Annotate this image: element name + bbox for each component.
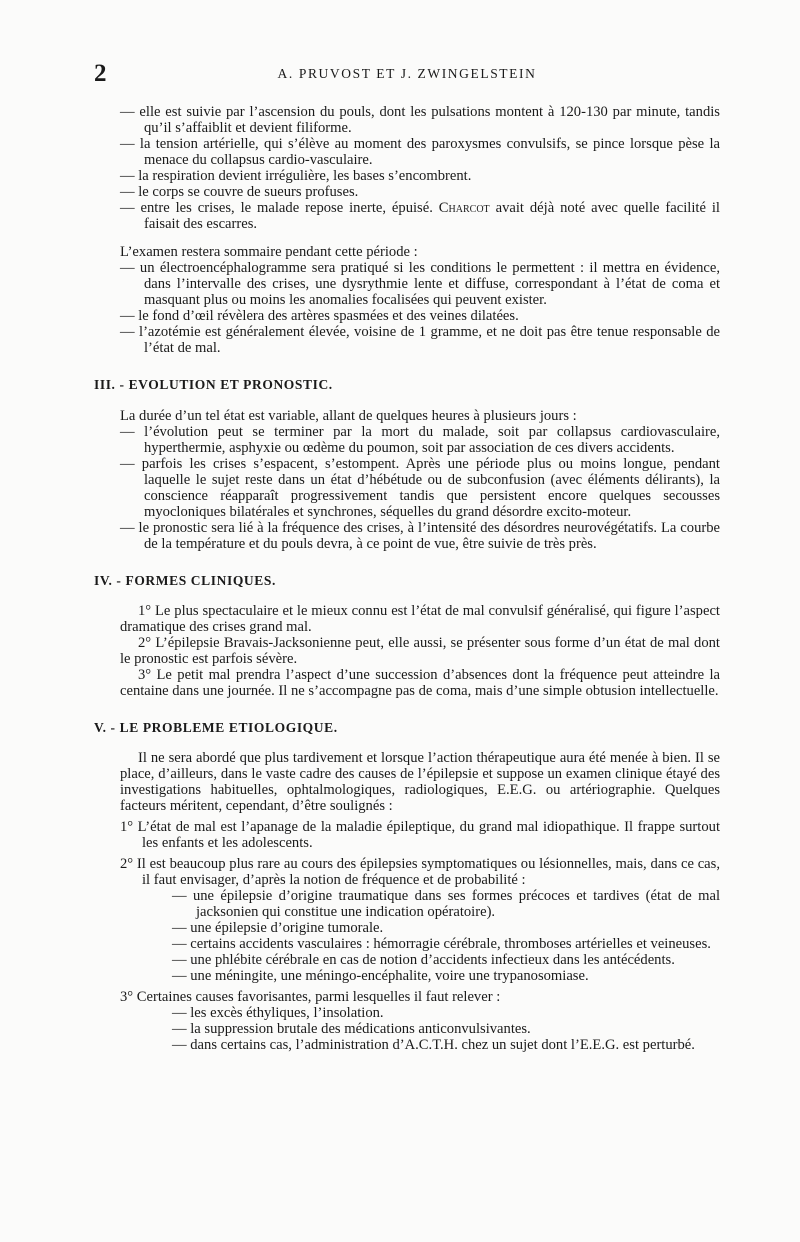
list-item: — le pronostic sera lié à la fréquence des crises, à l’intensité des désordres neurovégétatifs. La courbe de la température et du pouls devra, à ce point de vue, être suivie de très près. [120, 520, 720, 552]
list-item: — dans certains cas, l’administration d’A.C.T.H. chez un sujet dont l’E.E.G. est perturbé. [172, 1037, 695, 1053]
list-item: — l’azotémie est généralement élevée, voisine de 1 gramme, et ne doit pas être tenue responsable de l’état de mal. [120, 324, 720, 356]
page-number: 2 [94, 60, 107, 87]
numbered-paragraph: 1° Le plus spectaculaire et le mieux connu est l’état de mal convulsif généralisé, qui figure l’aspect dramatique des crises grand mal. [120, 603, 720, 635]
list-item: — parfois les crises s’espacent, s’estompent. Après une période plus ou moins longue, pendant laquelle le sujet reste dans un état d’hébétude ou de subconfusion (avec éléments délirants), la conscience réapparaît progressivement tandis que persistent encore quelques secousses myocloniques bilatérales et synchrones, séquelles du grand désordre excito-moteur. [120, 456, 720, 520]
section-heading: IV. - FORMES CLINIQUES. [94, 573, 276, 588]
list-item: — la tension artérielle, qui s’élève au moment des paroxysmes convulsifs, se pince lorsque pèse la menace du collapsus cardio-vasculaire. [120, 136, 720, 168]
list-item: — entre les crises, le malade repose inerte, épuisé. Charcot avait déjà noté avec quelle facilité il faisait des escarres. [120, 200, 720, 232]
section-heading: III. - EVOLUTION ET PRONOSTIC. [94, 377, 333, 392]
list-item: — une phlébite cérébrale en cas de notion d’accidents infectieux dans les antécédents. [172, 952, 675, 968]
numbered-paragraph: 3° Le petit mal prendra l’aspect d’une succession d’absences dont la fréquence peut atteindre la centaine dans une journée. Il ne s’accompagne pas de coma, mais d’une simple obtusion intellectuelle. [120, 667, 720, 699]
list-item: — le corps se couvre de sueurs profuses. [120, 184, 359, 200]
list-item: — le fond d’œil révèlera des artères spasmées et des veines dilatées. [120, 308, 519, 324]
list-item: — elle est suivie par l’ascension du pouls, dont les pulsations montent à 120-130 par minute, tandis qu’il s’affaiblit et devient filiforme. [120, 104, 720, 136]
list-item: — un électroencéphalogramme sera pratiqué si les conditions le permettent : il mettra en évidence, dans l’intervalle des crises, une dysrythmie lente et diffuse, correspondant à l’état de coma et masquant plus ou moins les anomalies focalisées qui peuvent exister. [120, 260, 720, 308]
numbered-point: 2° Il est beaucoup plus rare au cours des épilepsies symptomatiques ou lésionnelles, mais, dans ce cas, il faut envisager, d’après la notion de fréquence et de probabilité : [120, 856, 720, 888]
list-item: — une épilepsie d’origine tumorale. [172, 920, 384, 936]
list-item: — une épilepsie d’origine traumatique dans ses formes précoces et tardives (état de mal jacksonien qui constitue une indication opératoire). [172, 888, 720, 920]
list-item: — l’évolution peut se terminer par la mort du malade, soit par collapsus cardiovasculaire, hyperthermie, asphyxie ou œdème du poumon, soit par association de ces divers accidents. [120, 424, 720, 456]
exam-intro: L’examen restera sommaire pendant cette période : [120, 244, 418, 260]
list-item: — une méningite, une méningo-encéphalite, voire une trypanosomiase. [172, 968, 589, 984]
page-header [94, 60, 720, 88]
list-item: — les excès éthyliques, l’insolation. [172, 1005, 384, 1021]
section-intro: La durée d’un tel état est variable, allant de quelques heures à plusieurs jours : [120, 408, 577, 424]
section-intro: Il ne sera abordé que plus tardivement et lorsque l’action thérapeutique aura été menée à bien. Il se place, d’ailleurs, dans le vaste cadre des causes de l’épilepsie et suppose un examen clinique étayé des investigations habituelles, ophtalmologiques, radiologiques, E.E.G. ou artériographie. Quelques facteurs méritent, cependant, d’être soulignés : [120, 750, 720, 814]
numbered-point: 3° Certaines causes favorisantes, parmi lesquelles il faut relever : [120, 989, 501, 1005]
list-item: — certains accidents vasculaires : hémorragie cérébrale, thromboses artérielles et veineuses. [172, 936, 711, 952]
list-item: — la respiration devient irrégulière, les bases s’encombrent. [120, 168, 472, 184]
page-body [94, 104, 720, 1053]
list-item: — la suppression brutale des médications anticonvulsivantes. [172, 1021, 531, 1037]
author-name: Charcot [438, 200, 490, 216]
numbered-paragraph: 2° L’épilepsie Bravais-Jacksonienne peut, elle aussi, se présenter sous forme d’un état de mal dont le pronostic est parfois sévère. [120, 635, 720, 667]
section-heading: V. - LE PROBLEME ETIOLOGIQUE. [94, 720, 338, 735]
numbered-point: 1° L’état de mal est l’apanage de la maladie épileptique, du grand mal idiopathique. Il frappe surtout les enfants et les adolescents. [120, 819, 720, 851]
running-head: A. PRUVOST ET J. ZWINGELSTEIN [277, 66, 537, 81]
